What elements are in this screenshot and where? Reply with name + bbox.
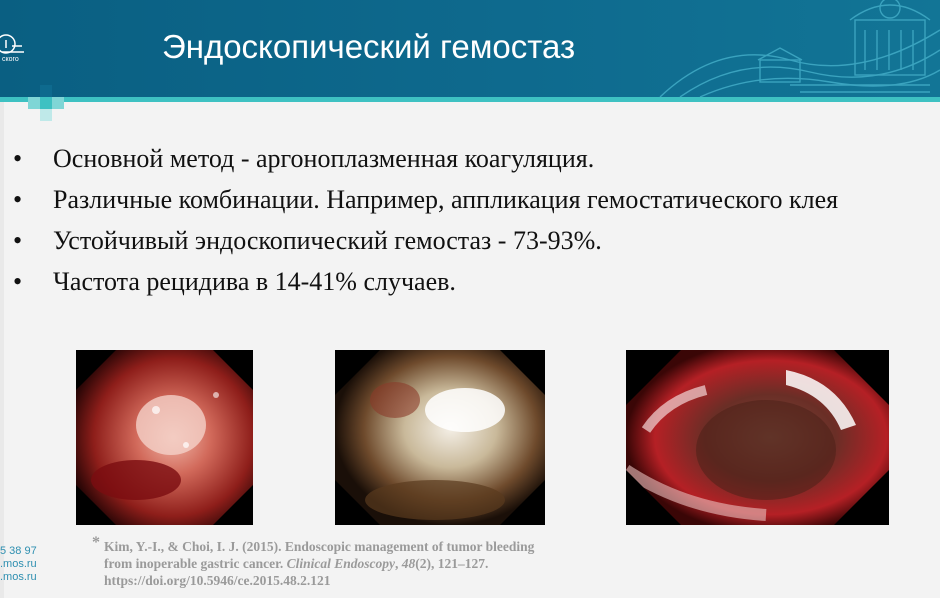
bullet-dot: • xyxy=(13,185,23,214)
bullet-item xyxy=(0,265,893,298)
bullet-dot: • xyxy=(13,144,23,173)
bullet-text: Различные комбинации. Например, аппликация гемостатического клея xyxy=(53,185,839,214)
endoscopy-photo-1 xyxy=(76,350,253,525)
contact-site-1[interactable]: .mos.ru xyxy=(0,558,37,570)
bullet-text: Основной метод - аргоноплазменная коагуляция. xyxy=(53,144,595,173)
bullet-item xyxy=(0,142,893,175)
citation-sep: , xyxy=(394,556,402,571)
plus-decoration-icon xyxy=(28,85,76,133)
bullet-text: Устойчивый эндоскопический гемостаз - 73-93%. xyxy=(53,226,602,255)
citation xyxy=(92,534,562,589)
bullet-list xyxy=(0,142,940,306)
bullet-dot: • xyxy=(13,267,23,296)
logo-icon xyxy=(0,30,30,70)
citation-journal: Clinical Endoscopy xyxy=(286,556,395,571)
slide-header xyxy=(0,0,940,97)
endoscopy-photo-2 xyxy=(335,350,545,525)
contact-site-2[interactable]: .mos.ru xyxy=(0,571,37,583)
citation-marker: * xyxy=(92,534,100,551)
contact-phone: 5 38 97 xyxy=(0,545,37,557)
header-accent-stripe xyxy=(0,97,940,102)
contact-info xyxy=(0,545,37,584)
bullet-dot: • xyxy=(13,226,23,255)
bullet-item xyxy=(0,183,893,216)
endoscopy-photo-3 xyxy=(626,350,889,525)
bullet-item xyxy=(0,224,893,257)
building-illustration xyxy=(640,0,940,97)
citation-volume: 48 xyxy=(401,556,416,571)
citation-doi[interactable]: (2), 121–127. https://doi.org/10.5946/ce.2015.48.2.121 xyxy=(104,556,489,588)
citation-text: Kim, Y.-I., & Choi, I. J. (2015). Endoscopic management of tumor bleeding from inoperable gastric cancer. xyxy=(104,539,535,571)
bullet-text: Частота рецидива в 14-41% случаев. xyxy=(53,267,456,296)
logo-text: ского xyxy=(2,56,19,63)
slide-title: Эндоскопический гемостаз xyxy=(162,28,576,65)
